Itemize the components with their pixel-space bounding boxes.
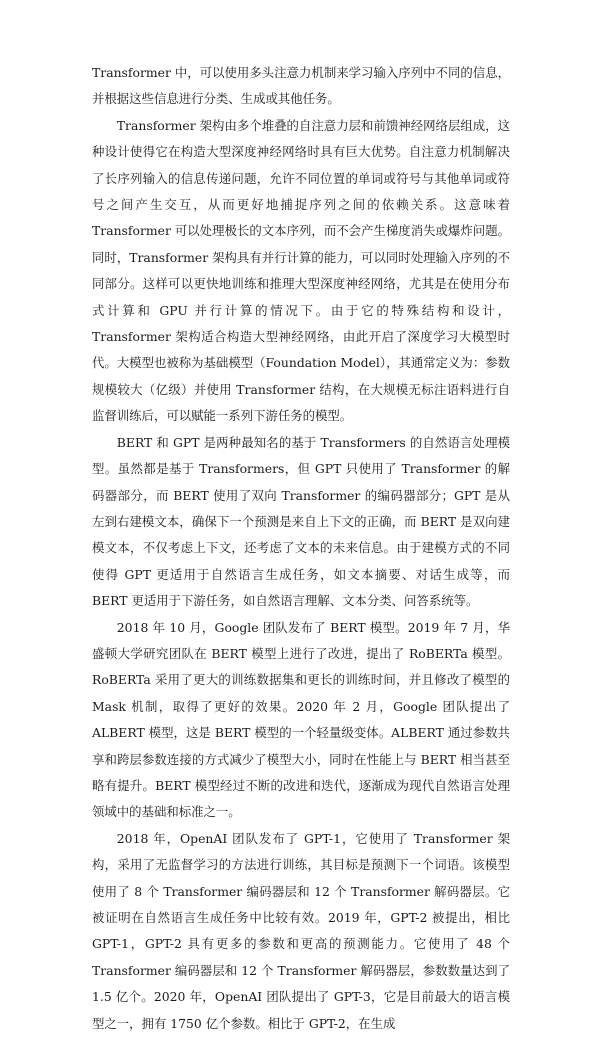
paragraph-transformer-intro: Transformer 中，可以使用多头注意力机制来学习输入序列中不同的信息，并根据这些信息进行分类、生成或其他任务。 [92,65,510,107]
paragraph-bert-history: 2018 年 10 月，Google 团队发布了 BERT 模型。2019 年 7 月，华盛顿大学研究团队在 BERT 模型上进行了改进，提出了 RoBERTa 模型。RoBERTa 采用了更大的训练数据集和更长的训练时间，并且修改了模型的 Mask 机制，取得了更好的效果。2020 年 2 月，Google 团队提出了 ALBERT 模型，这是 BERT 模型的一个轻量级变体。ALBERT 通过参数共享和跨层参数连接的方式减少了模型大小，同时在性能上与 BERT 相当甚至略有提升。BERT 模型经过不断的改进和迭代，逐渐成为现代自然语言处理领域中的基础和标准之一。 [92,619,510,820]
paragraph-transformer-architecture: Transformer 架构由多个堆叠的自注意力层和前馈神经网络层组成，这种设计使得它在构造大型深度神经网络时具有巨大优势。自注意力机制解决了长序列输入的信息传递问题，允许不同位置的单词或符号与其他单词或符号之间产生交互，从而更好地捕捉序列之间的依赖关系。这意味着 Transformer 可以处理极长的文本序列，而不会产生梯度消失或爆炸问题。同时，Transformer 架构具有并行计算的能力，可以同时处理输入序列的不同部分。这样可以更快地训练和推理大型深度神经网络，尤其是在使用分布式计算和 GPU 并行计算的情况下。由于它的特殊结构和设计，Transformer 架构适合构造大型神经网络，由此开启了深度学习大模型时代。大模型也被称为基础模型（Foundation Model），其通常定义为：参数规模较大（亿级）并使用 Transformer 结构，在大规模无标注语料进行自监督训练后，可以赋能一系列下游任务的模型。 [92,117,510,424]
paragraph-gpt-history: 2018 年，OpenAI 团队发布了 GPT-1，它使用了 Transformer 架构，采用了无监督学习的方法进行训练，其目标是预测下一个词语。该模型使用了 8 个 Transformer 编码器层和 12 个 Transformer 解码器层。它被证明在自然语言生成任务中比较有效。2019 年，GPT-2 被提出，相比 GPT-1，GPT-2 具有更多的参数和更高的预测能力。它使用了 48 个 Transformer 编码器层和 12 个 Transformer 解码器层，参数数量达到了 1.5 亿个。2020 年，OpenAI 团队提出了 GPT-3，它是目前最大的语言模型之一，拥有 1750 亿个参数。相比于 GPT-2，在生成 [92,830,510,1031]
paragraph-bert-gpt-comparison: BERT 和 GPT 是两种最知名的基于 Transformers 的自然语言处理模型。虽然都是基于 Transformers，但 GPT 只使用了 Transformer 的解码器部分，而 BERT 使用了双向 Transformer 的编码器部分；GPT 是从左到右建模文本，确保下一个预测是来自上下文的正确，而 BERT 是双向建模文本，不仅考虑上下文，还考虑了文本的未来信息。由于建模方式的不同使得 GPT 更适用于自然语言生成任务，如文本摘要、对话生成等，而 BERT 更适用于下游任务，如自然语言理解、文本分类、问答系统等。 [92,434,510,609]
